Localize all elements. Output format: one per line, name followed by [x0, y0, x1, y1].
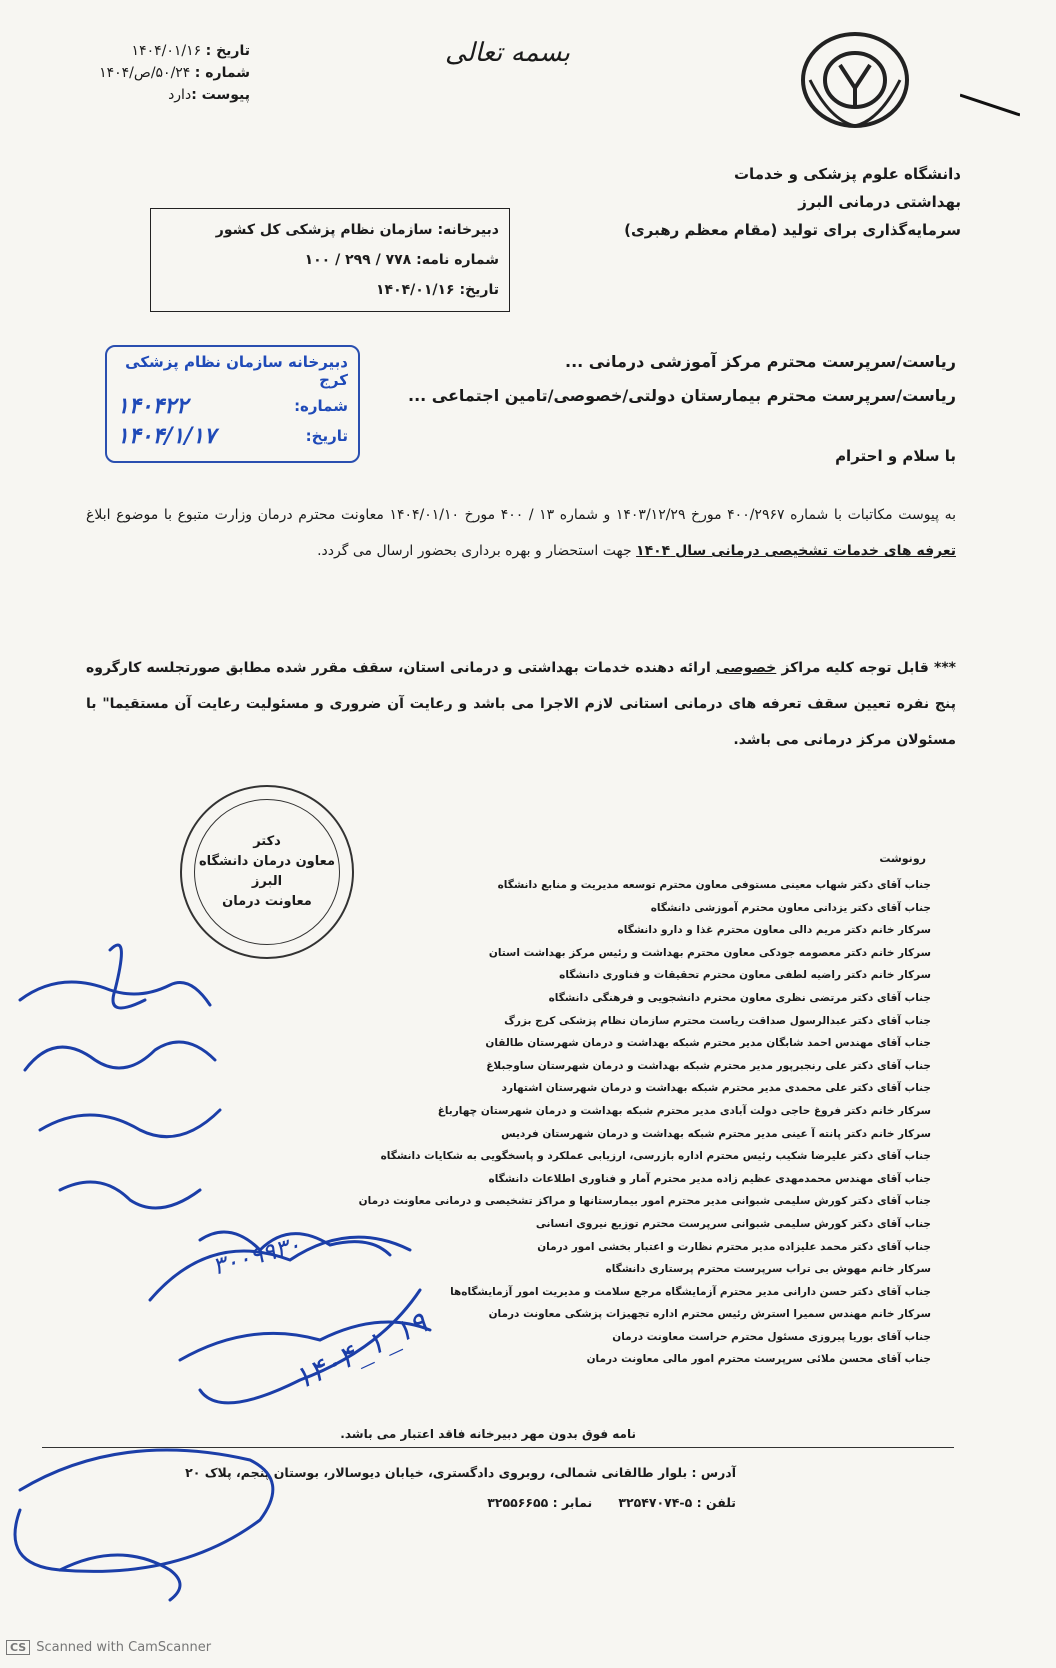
list-item: جناب آقای محسن ملائی سرپرست محترم امور مالی معاونت درمان	[586, 1353, 931, 1366]
footer-phone: تلفن : ۵-۳۲۵۴۷۰۷۴	[618, 1495, 736, 1510]
list-item: سرکار خانم دکتر فروغ حاجی دولت آبادی مدیر محترم شبکه بهداشت و درمان شهرستان چهارباغ	[437, 1104, 931, 1117]
list-item: سرکار خانم دکتر مریم دالی معاون محترم غذا و دارو دانشگاه	[617, 924, 931, 937]
handwritten-number: ۳۰۰۹۹۳۰	[209, 1230, 304, 1281]
recipient-line-1: ریاست/سرپرست محترم مرکز آموزشی درمانی ...	[565, 352, 956, 371]
registry-line-3: تاریخ: ۱۴۰۴/۰۱/۱۶	[376, 282, 499, 298]
meta-number: شماره : ۵۰/۲۴/ص/۱۴۰۴	[99, 65, 250, 81]
organization-block	[521, 160, 961, 244]
list-item: جناب آقای دکتر محمد علیزاده مدیر محترم نظارت و اعتبار بخشی امور درمان	[537, 1240, 931, 1253]
list-item: جناب آقای دکتر مرتضی نظری معاون محترم دانشجویی و فرهنگی دانشگاه	[548, 991, 931, 1004]
list-item: جناب آقای دکتر علی رنجبرپور مدیر محترم شبکه بهداشت و درمان شهرستان ساوجبلاغ	[486, 1059, 931, 1072]
registry-line-1: دبیرخانه: سازمان نظام پزشکی کل کشور	[215, 222, 499, 238]
list-item: جناب آقای بوریا پیروزی مسئول محترم حراست معاونت درمان	[612, 1330, 931, 1343]
footer-address: آدرس : بلوار طالقانی شمالی، روبروی دادگستری، خیابان دیوسالار، بوستان پنجم، پلاک ۲۰	[185, 1465, 736, 1480]
list-item: جناب آقای دکتر یزدانی معاون محترم آموزشی دانشگاه	[650, 901, 931, 914]
received-stamp	[105, 345, 360, 463]
greeting: با سلام و احترام	[835, 447, 956, 465]
body-paragraph-1: به پیوست مکاتبات با شماره ۴۰۰/۲۹۶۷ مورخ ۱۴۰۳/۱۲/۲۹ و شماره ۱۳ / ۴۰۰ مورخ ۱۴۰۴/۰۱/۱۰ معاونت محترم درمان وزارت متبوع با موضوع ابلاغ تعرفه های خدمات تشخیصی درمانی سال ۱۴۰۴ جهت استحضار و بهره برداری بحضور ارسال می گردد.	[86, 507, 957, 559]
stamp-title: دبیرخانه سازمان نظام پزشکی کرج	[125, 353, 348, 389]
camscanner-icon: CS	[6, 1640, 30, 1655]
cc-list	[331, 874, 931, 1371]
footer-contact	[176, 1458, 736, 1518]
organization-slogan: سرمایه‌گذاری برای تولید (مقام معظم رهبری)	[624, 221, 961, 239]
meta-date: تاریخ : ۱۴۰۴/۰۱/۱۶	[131, 43, 250, 59]
meta-attachment: پیوست :دارد	[168, 87, 250, 103]
private-emphasis: خصوصی	[715, 660, 777, 676]
validity-note: نامه فوق بدون مهر دبیرخانه فاقد اعتبار می باشد.	[340, 1427, 636, 1441]
list-item: سرکار خانم دکتر پانته آ عینی مدیر محترم شبکه بهداشت و درمان شهرستان فردیس	[501, 1127, 931, 1140]
footer-fax: نمابر : ۳۲۵۵۶۶۵۵	[487, 1495, 593, 1510]
handwriting-stroke	[110, 945, 145, 1008]
list-item: جناب آقای دکتر کورش سلیمی شبوانی مدیر محترم امور بیمارستانها و مراکز تشخیصی و درمانی معاونت درمان	[358, 1195, 931, 1208]
recipients	[376, 345, 956, 413]
body-paragraph-2: *** قابل توجه کلیه مراکز خصوصی ارائه دهنده خدمات بهداشتی و درمانی استان، سقف مقرر شده مطابق صورتجلسه کارگروه پنج نفره تعیین سقف تعرفه های درمانی استانی لازم الاجرا می باشد و رعایت آن ضروری و مسئولیت رعایت آن مستقیما" با مسئولان مرکز درمانی می باشد.	[86, 660, 956, 748]
list-item: جناب آقای دکتر حسن دارانی مدیر محترم آزمایشگاه مرجع سلامت و مدیریت امور آزمایشگاه‌ها	[450, 1285, 931, 1298]
list-item: سرکار خانم دکتر معصومه جودکی معاون محترم بهداشت و رئیس مرکز بهداشت استان	[488, 946, 931, 959]
footer-divider	[42, 1447, 954, 1448]
recipient-line-2: ریاست/سرپرست محترم بیمارستان دولتی/خصوصی/تامین اجتماعی ...	[407, 386, 956, 405]
footer-phones	[176, 1488, 736, 1518]
stamp-number-row: شماره: ۱۴۰۴۲۲	[117, 393, 348, 419]
list-item: سرکار خانم مهندس سمیرا استرش رئیس محترم اداره تجهیزات پزشکی معاونت درمان	[488, 1308, 931, 1321]
list-item: جناب آقای دکتر شهاب معینی مستوفی معاون محترم توسعه مدیریت و منابع دانشگاه	[497, 879, 931, 891]
registry-box	[150, 208, 510, 312]
list-item: سرکار خانم مهوش بی تراب سرپرست محترم پرستاری دانشگاه	[605, 1263, 931, 1276]
list-item: جناب آقای مهندس محمدمهدی عظیم زاده مدیر محترم آمار و فناوری اطلاعات دانشگاه	[488, 1172, 931, 1185]
list-item: سرکار خانم دکتر راضیه لطفی معاون محترم تحقیقات و فناوری دانشگاه	[559, 969, 931, 982]
stamp-number-value: ۱۴۰۴۲۲	[117, 393, 188, 419]
scanner-text: Scanned with CamScanner	[36, 1640, 212, 1655]
official-seal: دکتر معاون درمان دانشگاه البرز معاونت درمان	[180, 785, 354, 959]
organization-line-2: بهداشتی درمانی البرز	[798, 193, 961, 211]
university-logo	[800, 30, 910, 130]
handwritten-date: ۱۴۰۴_۱_۱۹	[288, 1305, 433, 1398]
list-item: جناب آقای دکتر کورش سلیمی شبوانی سرپرست محترم توزیع نیروی انسانی	[535, 1217, 931, 1230]
tariff-subject: تعرفه های خدمات تشخیصی درمانی سال ۱۴۰۴	[636, 543, 956, 559]
scanner-watermark	[6, 1640, 211, 1655]
margin-mark	[960, 85, 1020, 125]
registry-line-2: شماره نامه: ۷۷۸ / ۲۹۹ / ۱۰۰	[304, 252, 499, 268]
list-item: جناب آقای دکتر علیرضا شکیب رئیس محترم اداره بازرسی، ارزیابی عملکرد و پاسخگویی به شکایات دانشگاه	[380, 1150, 931, 1163]
cc-title: رونوشت	[879, 852, 926, 865]
bismillah-heading: بسمه تعالی	[445, 38, 570, 68]
list-item: جناب آقای دکتر عبدالرسول صداقت ریاست محترم سازمان نظام پزشکی کرج بزرگ	[504, 1014, 931, 1027]
list-item: جناب آقای مهندس احمد شابگان مدیر محترم شبکه بهداشت و درمان شهرستان طالقان	[485, 1037, 931, 1050]
list-item: جناب آقای دکتر علی محمدی مدیر محترم شبکه بهداشت و درمان شهرستان اشتهارد	[501, 1082, 931, 1095]
letter-meta	[70, 40, 250, 106]
stamp-date-row: تاریخ: ۱۴۰۴/۱/۱۷	[117, 423, 348, 449]
stamp-date-value: ۱۴۰۴/۱/۱۷	[117, 423, 216, 449]
organization-line-1: دانشگاه علوم پزشکی و خدمات	[733, 165, 961, 183]
